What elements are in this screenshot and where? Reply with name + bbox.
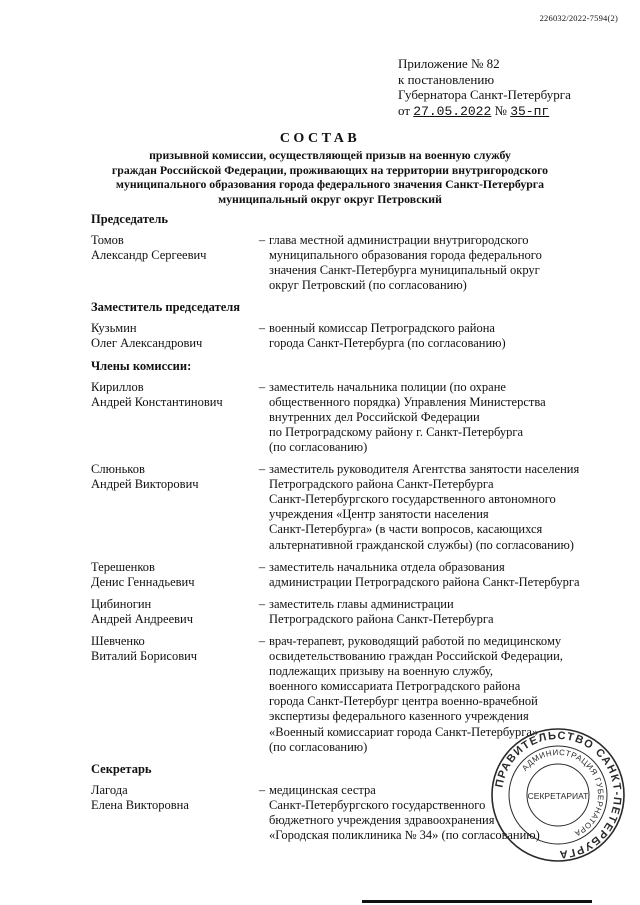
annex-issuer: Губернатора Санкт-Петербурга [398, 87, 571, 102]
member-name-line: Терешенков [91, 559, 155, 574]
member-role-line: альтернативной гражданской службы) (по согласованию) [269, 537, 574, 552]
member-name-line: Кузьмин [91, 321, 137, 336]
member-name-line: Андрей Константинович [91, 394, 223, 409]
member-name-line: Кириллов [91, 379, 144, 394]
member-role-line: заместитель руководителя Агентства занятости населения [269, 462, 580, 477]
member-role [269, 321, 603, 351]
member-name [88, 783, 255, 843]
dash-separator: – [258, 462, 266, 477]
member-role-line: экспертизы федерального казенного учреждения [269, 709, 529, 724]
member-name-line: Денис Геннадьевич [91, 574, 195, 589]
decree-date: 27.05.2022 [413, 103, 492, 119]
member-row [88, 462, 608, 553]
member-role-line: военного комиссариата Петроградского района [269, 679, 521, 694]
dash-separator: – [258, 782, 266, 797]
member-name [88, 380, 255, 455]
member-role-line: заместитель начальника полиции (по охране [269, 379, 506, 394]
member-role-line: администрации Петроградского района Санкт-Петербурга [269, 574, 580, 589]
member-role-line: Санкт-Петербургского государственного [269, 797, 486, 812]
member-role-line: Петроградского района Санкт-Петербурга [269, 611, 494, 626]
member-name-line: Олег Александрович [91, 336, 203, 351]
member-role-line: «Городская поликлиника № 34» (по согласованию) [269, 828, 540, 842]
date-prefix: от [398, 102, 411, 118]
member-role [269, 560, 603, 590]
dash-separator: – [258, 379, 266, 394]
bottom-rule [362, 900, 592, 903]
member-role-line: внутренних дел Российской Федерации [269, 409, 480, 424]
member-name [88, 321, 255, 351]
member-name-line: Елена Викторовна [91, 797, 189, 812]
member-row [88, 560, 608, 590]
dash-separator: – [258, 321, 266, 336]
member-row [88, 233, 608, 293]
member-role-line: города Санкт-Петербург центра военно-врачебной [269, 694, 538, 709]
member-role-line: (по согласованию) [269, 439, 368, 454]
member-role-line: освидетельствованию граждан Российской Федерации, [269, 649, 563, 664]
member-name [88, 597, 255, 627]
dash-separator: – [258, 633, 266, 648]
member-name-line: Виталий Борисович [91, 649, 198, 664]
dash-separator: – [258, 233, 266, 247]
subtitle-line: муниципального образования города федерального значения Санкт-Петербурга [115, 177, 545, 191]
member-role [269, 462, 603, 553]
member-name [88, 462, 255, 553]
seal-ring-text: ПРАВИТЕЛЬСТВО САНКТ-ПЕТЕРБУРГА [493, 729, 624, 861]
seal-inner-text: АДМИНИСТРАЦИЯ ГУБЕРНАТОРА [520, 747, 606, 839]
member-name [88, 634, 255, 755]
section-heading: Члены комиссии: [91, 358, 192, 373]
annex-block [398, 56, 618, 119]
section-heading: Председатель [91, 212, 169, 226]
member-role-line: глава местной администрации внутригородского [269, 233, 529, 247]
annex-reference: к постановлению [398, 71, 495, 87]
member-role-line: Санкт-Петербурга» (в части вопросов, касающихся [269, 522, 543, 537]
member-row [88, 321, 608, 351]
member-role-line: города Санкт-Петербурга (по согласованию) [269, 336, 506, 351]
member-name [88, 560, 255, 590]
subtitle-line: призывной комиссии, осуществляющей призыв на военную службу [149, 148, 511, 162]
member-name-line: Слюньков [91, 462, 145, 477]
member-role-line: заместитель начальника отдела образования [269, 559, 505, 574]
member-name [88, 233, 255, 293]
member-role-line: заместитель главы администрации [269, 596, 454, 611]
member-role-line: «Военный комиссариат города Санкт-Петербурга» [269, 724, 539, 739]
member-role-line: военный комиссар Петроградского района [269, 321, 495, 336]
member-role-line: врач-терапевт, руководящий работой по медицинскому [269, 633, 562, 648]
section-heading: Заместитель председателя [91, 300, 241, 315]
seal-center-text: СЕКРЕТАРИАТ [527, 791, 589, 801]
annex-date-line [398, 103, 618, 120]
member-name-line: Цибиногин [91, 596, 152, 611]
subtitle-line: муниципальный округ округ Петровский [218, 191, 442, 206]
document-title: СОСТАВ [279, 131, 361, 146]
member-name-line: Андрей Андреевич [91, 611, 193, 626]
member-role-line: бюджетного учреждения здравоохранения [269, 812, 495, 827]
subtitle-line: граждан Российской Федерации, проживающих на территории внутригородского [111, 162, 549, 177]
member-role [269, 597, 603, 627]
member-role-line: общественного порядка) Управления Министерства [269, 394, 546, 409]
member-name-line: Томов [91, 233, 124, 247]
annex-number: Приложение № 82 [398, 56, 500, 71]
member-role-line: Санкт-Петербургского государственного автономного [269, 492, 556, 507]
member-role-line: (по согласованию) [269, 739, 368, 754]
member-role [269, 380, 603, 455]
member-name-line: Шевченко [91, 633, 145, 648]
member-role [269, 233, 603, 293]
official-seal [490, 727, 626, 863]
member-role-line: муниципального образования города федерального [269, 248, 542, 263]
member-role-line: подлежащих призыву на военную службу, [269, 664, 493, 679]
member-row [88, 597, 608, 627]
member-name-line: Лагода [91, 782, 128, 797]
member-name-line: Андрей Викторович [91, 477, 199, 492]
member-role-line: округ Петровский (по согласованию) [269, 278, 467, 293]
member-row [88, 380, 608, 455]
document-id: 226032/2022-7594(2) [539, 13, 618, 23]
dash-separator: – [258, 596, 266, 611]
document-subtitle [70, 148, 590, 206]
section-heading: Секретарь [91, 761, 152, 776]
member-role-line: учреждения «Центр занятости населения [269, 507, 489, 522]
dash-separator: – [258, 559, 266, 574]
member-name-line: Александр Сергеевич [91, 248, 207, 263]
member-role-line: медицинская сестра [269, 782, 376, 797]
member-role-line: по Петроградскому району г. Санкт-Петербурга [269, 424, 524, 439]
member-role-line: значения Санкт-Петербурга муниципальный округ [269, 263, 540, 278]
number-prefix: № [494, 102, 507, 118]
decree-number: 35-пг [510, 103, 550, 119]
member-role-line: Петроградского района Санкт-Петербурга [269, 477, 494, 492]
